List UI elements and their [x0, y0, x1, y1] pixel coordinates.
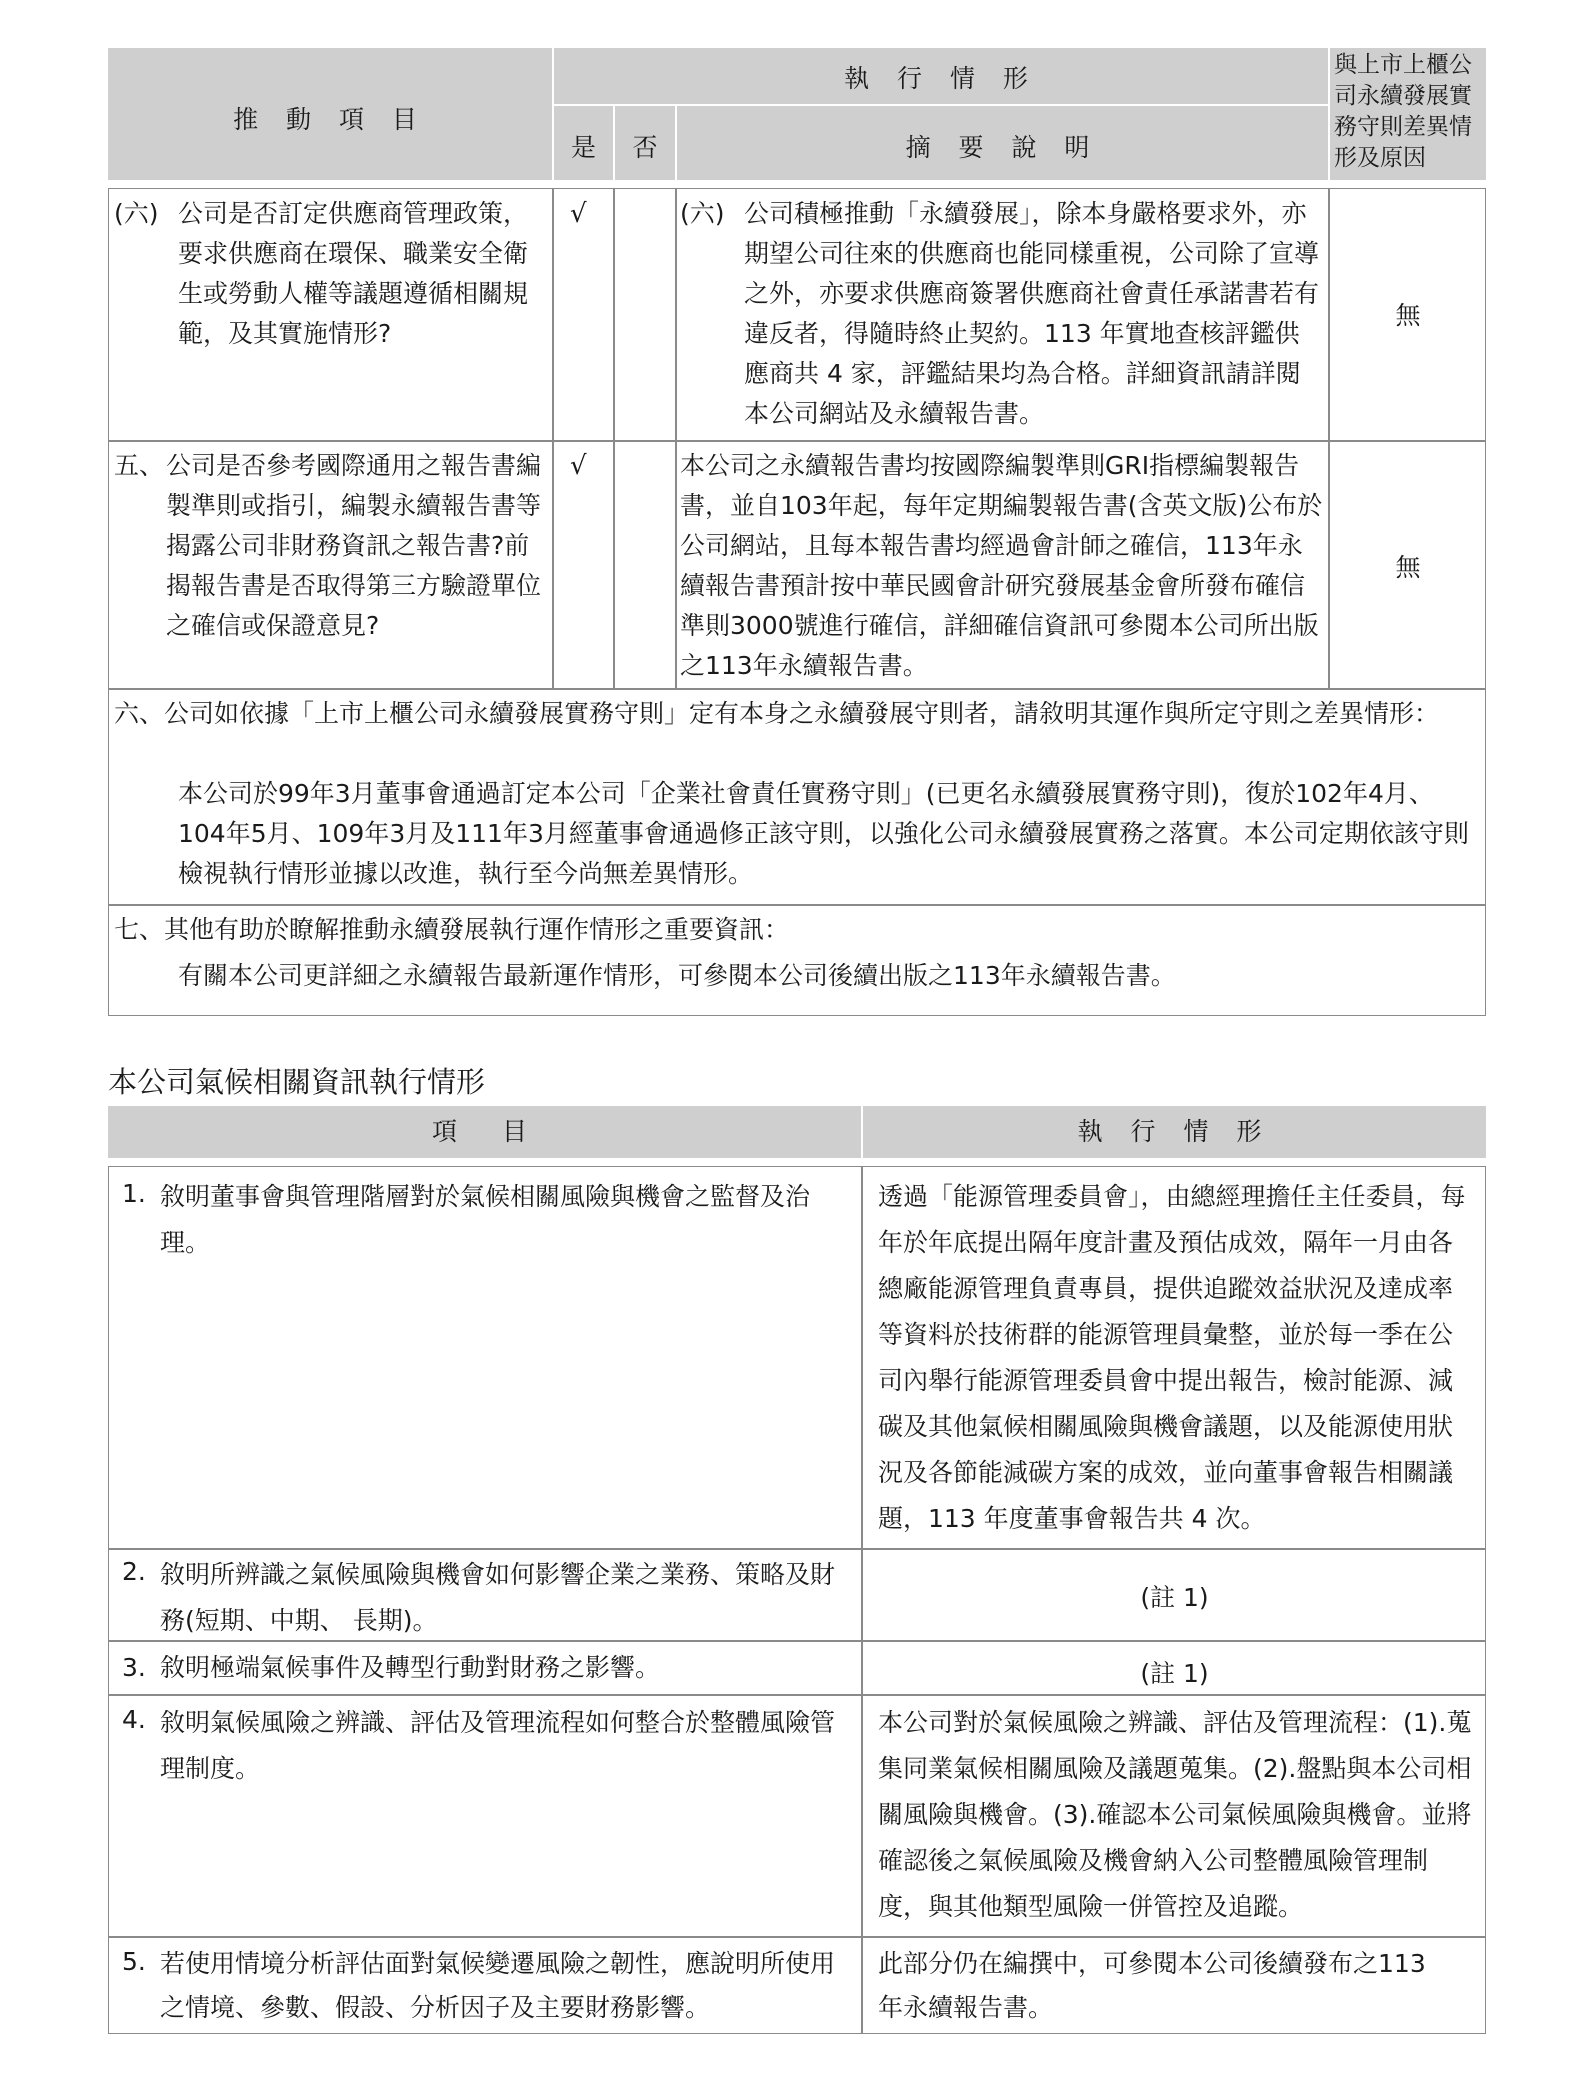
row-divider [108, 1548, 1486, 1550]
row1-item-label: (六) [114, 199, 159, 228]
climate-row5-num: 5. [122, 1947, 146, 1976]
climate-row3-item: 敘明極端氣候事件及轉型行動對財務之影響。 [160, 1653, 661, 1682]
section6-title: 公司如依據「上市上櫃公司永續發展實務守則」定有本身之永續發展守則者，請敘明其運作與所定守則之差異情形： [164, 699, 1440, 728]
climate-title: 本公司氣候相關資訊執行情形 [108, 1065, 486, 1099]
section6-body: 本公司於99年3月董事會通過訂定本公司「企業社會責任實務守則」(已更名永續發展實務守則)，復於102年4月、104年5月、109年3月及111年3月經董事會通過修正該守則，以強化公司永續發展實務之落實。本公司定期依該守則檢視執行情形並據以改進，執行至今尚無差異情形。 [178, 779, 1469, 888]
header-summary: 摘 要 說 明 [905, 133, 1100, 162]
climate-row2-item: 敘明所辨識之氣候風險與機會如何影響企業之業務、策略及財務(短期、中期、 長期)。 [160, 1560, 836, 1635]
row1-diff: 無 [1395, 301, 1421, 330]
col-divider [675, 188, 677, 688]
row2-item-label: 五、 [114, 451, 165, 480]
row-divider [108, 1694, 1486, 1696]
header-exec: 執 行 情 形 [844, 64, 1038, 93]
climate-row4-exec: 本公司對於氣候風險之辨識、評估及管理流程：(1).蒐集同業氣候相關風險及議題蒐集。(2).盤點與本公司相關風險與機會。(3).確認本公司氣候風險與機會。並將確認後之氣候風險及機會納入公司整體風險管理制度，與其他類型風險一併管控及追蹤。 [878, 1708, 1472, 1921]
climate-row1-exec: 透過「能源管理委員會」，由總經理擔任主任委員，每年於年底提出隔年度計畫及預估成效，隔年一月由各總廠能源管理負責專員，提供追蹤效益狀況及達成率等資料於技術群的能源管理員彙整，並於每一季在公司內舉行能源管理委員會中提出報告，檢討能源、減碳及其他氣候相關風險與機會議題，以及能源使用狀況及各節能減碳方案的成效，並向董事會報告相關議題，113 年度董事會報告共 4 次。 [878, 1182, 1466, 1533]
row1-item: 公司是否訂定供應商管理政策，要求供應商在環保、職業安全衛生或勞動人權等議題遵循相關規範，及其實施情形? [178, 199, 529, 348]
header-yes: 是 [570, 133, 596, 162]
section6-label: 六、 [114, 699, 165, 728]
col-divider [1328, 188, 1330, 688]
climate-row3-num: 3. [122, 1653, 146, 1682]
row-divider [108, 904, 1486, 906]
climate-row3-exec: (註 1) [1140, 1659, 1209, 1688]
climate-row5-item: 若使用情境分析評估面對氣候變遷風險之韌性，應說明所使用之情境、參數、假設、分析因子及主要財務影響。 [160, 1949, 836, 2022]
header-divider [554, 104, 1328, 106]
climate-row1-num: 1. [122, 1179, 146, 1208]
col-divider [552, 188, 554, 688]
col-divider [613, 188, 615, 688]
section7-label: 七、 [114, 915, 165, 944]
row-divider [108, 440, 1486, 442]
row2-diff: 無 [1395, 553, 1421, 582]
row2-yes-check: √ [570, 451, 587, 481]
row2-item: 公司是否參考國際通用之報告書編製準則或指引，編製永續報告書等揭露公司非財務資訊之報告書?前揭報告書是否取得第三方驗證單位之確信或保證意見? [166, 451, 542, 640]
header-item: 推 動 項 目 [233, 105, 427, 134]
climate-row4-item: 敘明氣候風險之辨識、評估及管理流程如何整合於整體風險管理制度。 [160, 1708, 836, 1783]
row1-summary: 公司積極推動「永續發展」，除本身嚴格要求外，亦期望公司往來的供應商也能同樣重視，公司除了宣導之外，亦要求供應商簽署供應商社會責任承諾書若有違反者，得隨時終止契約。113 年實地查核評鑑供應商共 4 家，評鑑結果均為合格。詳細資訊請詳閱本公司網站及永續報告書。 [744, 199, 1320, 428]
climate-row2-num: 2. [122, 1557, 146, 1586]
climate-header-item: 項 目 [431, 1117, 537, 1146]
header-diff: 與上市上櫃公司永續發展實務守則差異情形及原因 [1334, 52, 1472, 171]
climate-row4-num: 4. [122, 1705, 146, 1734]
climate-row5-exec: 此部分仍在編撰中，可參閱本公司後續發布之113 年永續報告書。 [878, 1949, 1426, 2022]
row1-summary-label: (六) [680, 199, 725, 228]
climate-row2-exec: (註 1) [1140, 1583, 1209, 1612]
climate-header-exec: 執 行 情 形 [1077, 1117, 1272, 1146]
row2-summary: 本公司之永續報告書均按國際編製準則GRI指標編製報告書，並自103年起，每年定期編製報告書(含英文版)公布於公司網站，且每本報告書均經過會計師之確信，113年永續報告書預計按中華民國會計研究發展基金會所發布確信準則3000號進行確信，詳細確信資訊可參閱本公司所出版之113年永續報告書。 [680, 451, 1323, 680]
climate-row1-item: 敘明董事會與管理階層對於氣候相關風險與機會之監督及治理。 [160, 1182, 811, 1257]
row-divider [108, 1936, 1486, 1938]
section7-body: 有關本公司更詳細之永續報告最新運作情形，可參閱本公司後續出版之113年永續報告書。 [178, 961, 1176, 990]
row-divider [108, 688, 1486, 690]
section7-title: 其他有助於瞭解推動永續發展執行運作情形之重要資訊： [164, 915, 790, 944]
header-divider [1328, 48, 1330, 180]
header-no: 否 [632, 133, 658, 162]
row1-yes-check: √ [570, 199, 587, 229]
